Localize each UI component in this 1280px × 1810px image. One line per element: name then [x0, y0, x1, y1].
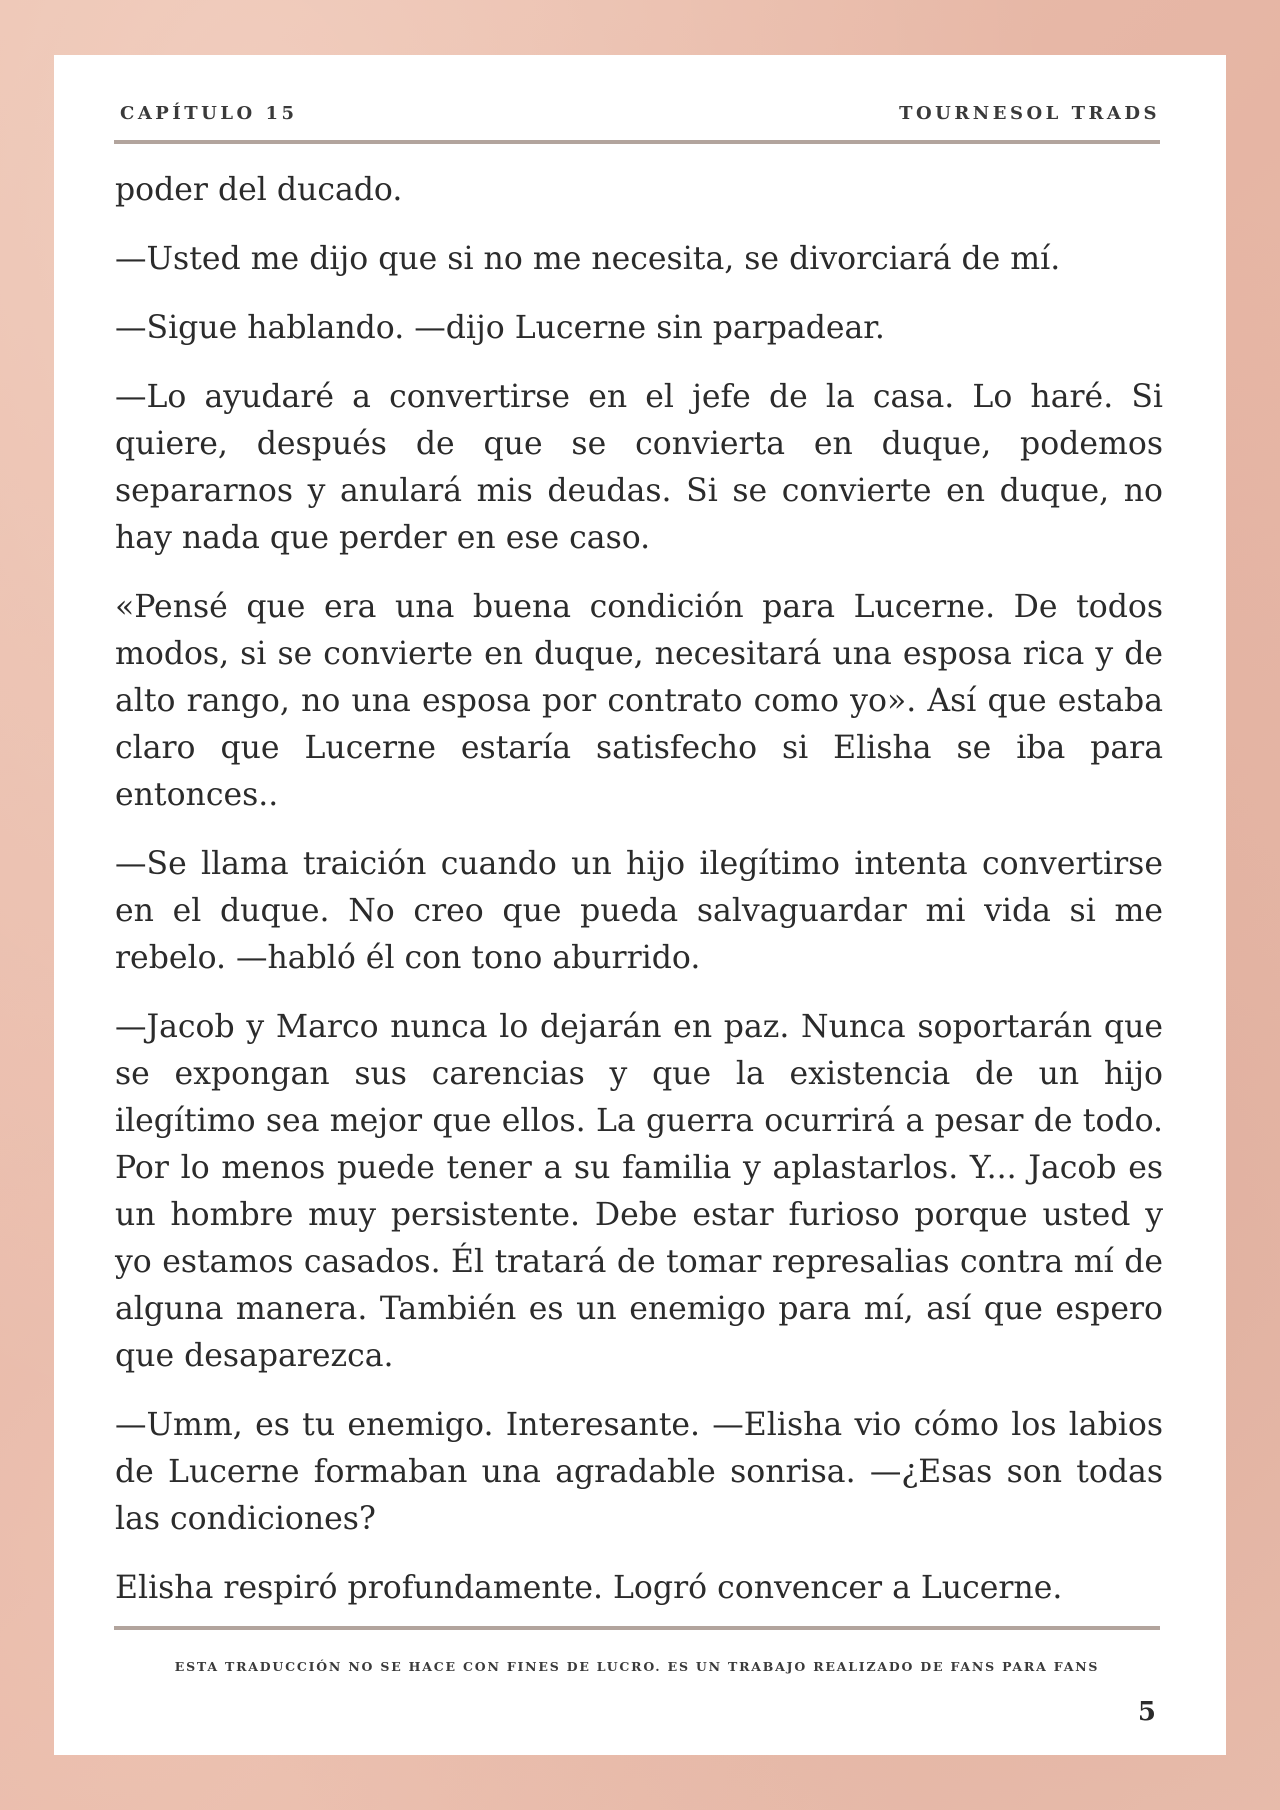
paragraph: —Umm, es tu enemigo. Interesante. —Elisha vio cómo los labios de Lucerne formaban una agradable sonrisa. —¿Esas son todas las condiciones?: [115, 1407, 1163, 1537]
paragraph: —Lo ayudaré a convertirse en el jefe de la casa. Lo haré. Si quiere, después de que se convierta en duque, podemos separarnos y anulará mis deudas. Si se convierte en duque, no hay nada que perder en ese caso.: [115, 379, 1163, 556]
header-divider: [114, 140, 1160, 144]
paragraph: —Se llama traición cuando un hijo ilegítimo intenta convertirse en el duque. No creo que pueda salvaguardar mi vida si me rebelo. —habló él con tono aburrido.: [115, 846, 1163, 976]
translation-group-label: TOURNESOL TRADS: [899, 103, 1160, 124]
paragraph: —Usted me dijo que si no me necesita, se divorciará de mí.: [115, 241, 1061, 277]
paragraph: —Jacob y Marco nunca lo dejarán en paz. Nunca soportarán que se expongan sus carencias y que la existencia de un hijo ilegítimo sea mejor que ellos. La guerra ocurrirá a pesar de todo. Por lo menos puede tener a su familia y aplastarlos. Y... Jacob es un hombre muy persistente. Debe estar furioso porque usted y yo estamos casados. Él tratará de tomar represalias contra mí de alguna manera. También es un enemigo para mí, así que espero que desaparezca.: [115, 1009, 1163, 1374]
chapter-label: CAPÍTULO 15: [120, 103, 298, 124]
paragraph: «Pensé que era una buena condición para Lucerne. De todos modos, si se convierte en duque, necesitará una esposa rica y de alto rango, no una esposa por contrato como yo». Así que estaba claro que Lucerne estaría satisfecho si Elisha se iba para entonces..: [115, 589, 1163, 813]
document-page: [54, 55, 1226, 1755]
page-number: 5: [1137, 1697, 1156, 1727]
footer-divider: [114, 1626, 1160, 1630]
disclaimer-note: ESTA TRADUCCIÓN NO SE HACE CON FINES DE LUCRO. ES UN TRABAJO REALIZADO DE FANS PARA FANS: [174, 1659, 1100, 1674]
paragraph: poder del ducado.: [115, 172, 403, 208]
page-header: [120, 103, 1160, 141]
chapter-body: [115, 167, 1163, 1634]
paragraph: —Sigue hablando. —dijo Lucerne sin parpadear.: [115, 310, 885, 346]
paragraph: Elisha respiró profundamente. Logró convencer a Lucerne.: [115, 1570, 1063, 1606]
